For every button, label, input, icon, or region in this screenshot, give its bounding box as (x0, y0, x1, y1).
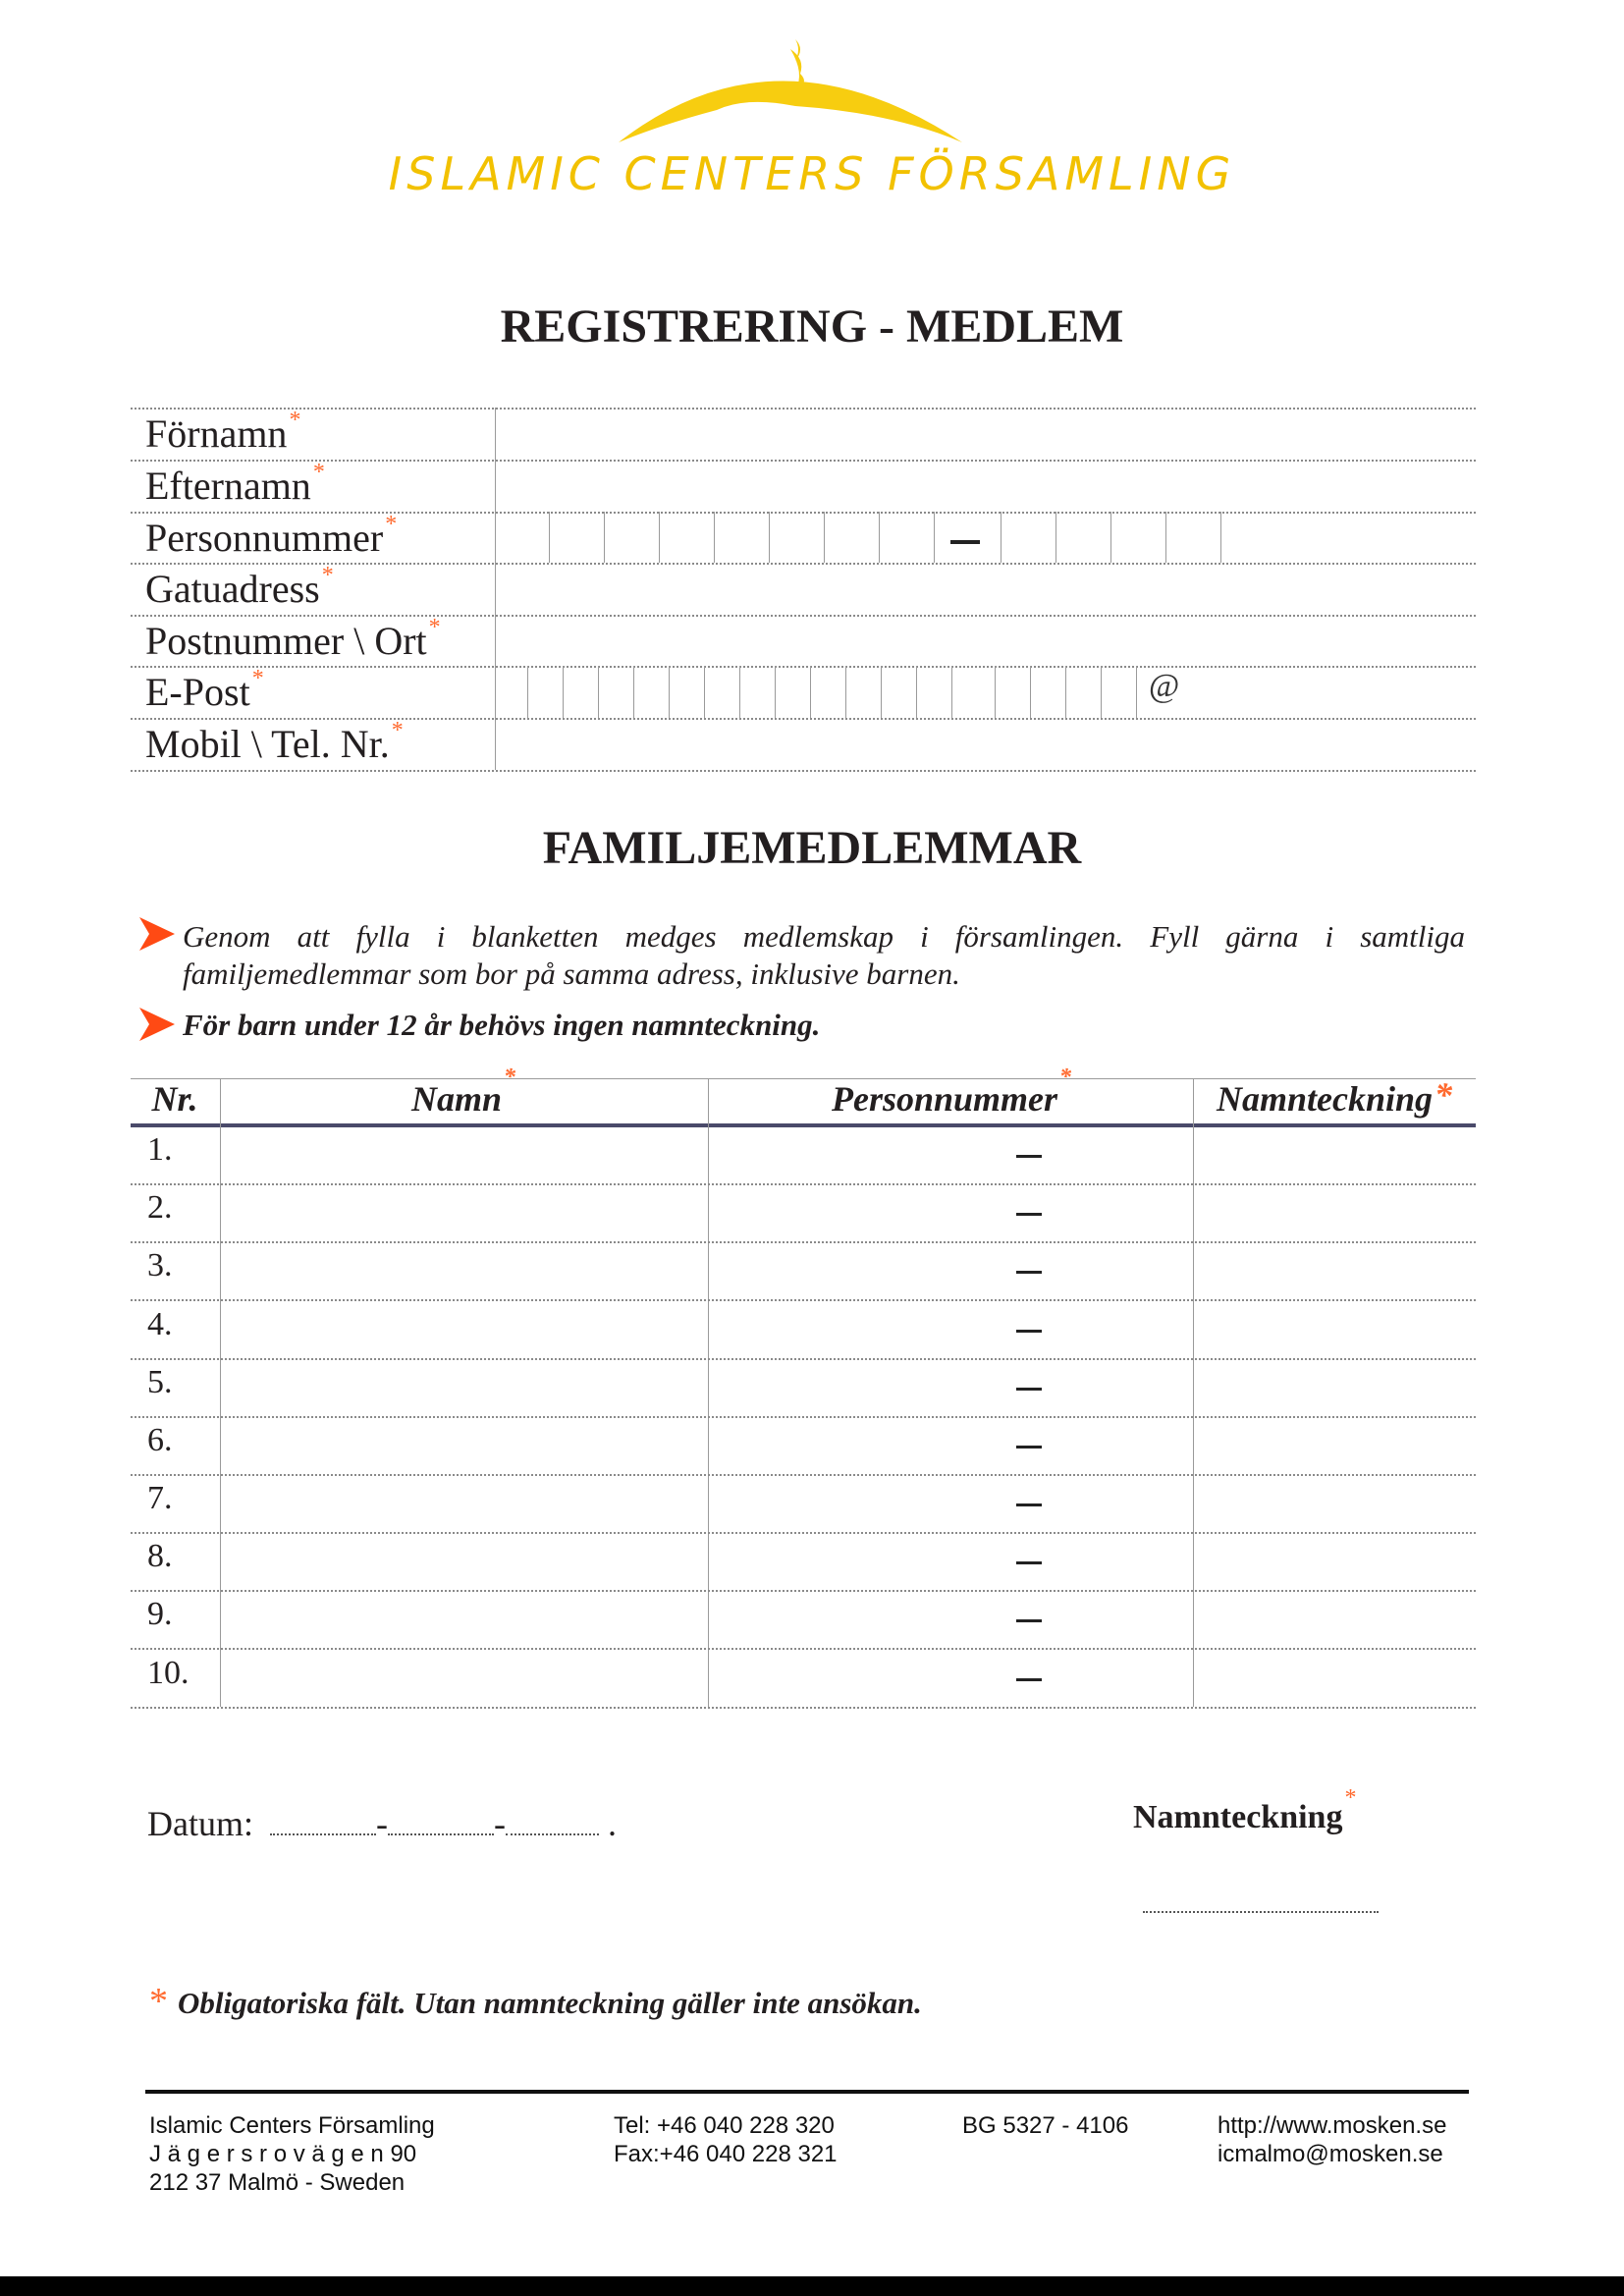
table-row-number: 6. (147, 1422, 173, 1458)
table-row-number: 3. (147, 1247, 173, 1284)
dash-icon (1016, 1330, 1042, 1333)
footer-web: http://www.mosken.se icmalmo@mosken.se (1218, 2112, 1447, 2167)
required-star: * (251, 666, 264, 691)
family-personnummer-input[interactable] (710, 1127, 1192, 1182)
family-signature-field[interactable] (1195, 1127, 1475, 1182)
datum-field[interactable]: Datum: - - . (147, 1804, 617, 1843)
family-section-title: FAMILJEMEDLEMMAR (542, 822, 1082, 874)
col-header-namnteckning: Namnteckning* (1216, 1075, 1453, 1119)
table-row-number: 1. (147, 1131, 173, 1168)
note-children: För barn under 12 år behövs ingen namnteckning. (183, 1008, 821, 1042)
footer-address: Islamic Centers Församling J ä g e r s r o v ä g e n 90 212 37 Malmö - Sweden (149, 2112, 435, 2196)
dash-icon (1016, 1678, 1042, 1681)
required-star: * (149, 1981, 168, 2022)
table-row-number: 10. (147, 1655, 189, 1691)
dash-icon (1016, 1503, 1042, 1506)
footer-divider (145, 2090, 1469, 2094)
efternamn-input[interactable] (499, 463, 1471, 510)
required-star: * (391, 718, 404, 743)
scan-edge (0, 2276, 1624, 2296)
required-star: * (1344, 1785, 1357, 1811)
field-label: Postnummer \ Ort (145, 619, 427, 663)
table-row-number: 8. (147, 1538, 173, 1574)
gatuadress-input[interactable] (499, 566, 1471, 613)
table-row-number: 2. (147, 1189, 173, 1226)
dash-icon (1016, 1446, 1042, 1449)
field-label: Personnummer (145, 516, 384, 560)
field-label: Mobil \ Tel. Nr. (145, 722, 390, 766)
table-row-number: 5. (147, 1364, 173, 1400)
family-name-input[interactable] (222, 1127, 706, 1182)
required-star: * (504, 1065, 516, 1090)
page-title: REGISTRERING - MEDLEM (500, 301, 1124, 353)
dash-icon (950, 540, 980, 544)
obligatory-note: * Obligatoriska fält. Utan namnteckning gäller inte ansökan. (149, 1981, 922, 2022)
field-fornamn (145, 410, 300, 458)
logo-dome-icon (599, 29, 972, 157)
arrow-icon (139, 917, 175, 951)
dash-icon (1016, 1213, 1042, 1216)
col-header-nr: Nr. (151, 1079, 198, 1119)
field-postnummer-ort (145, 615, 441, 665)
required-star: * (312, 460, 325, 485)
arrow-icon (139, 1008, 175, 1041)
field-epost (145, 666, 264, 716)
mobil-input[interactable] (499, 721, 1471, 768)
dash-icon (1016, 1388, 1042, 1391)
signature-label: Namnteckning* (1133, 1785, 1357, 1835)
footer-phone: Tel: +46 040 228 320 Fax:+46 040 228 321 (614, 2112, 838, 2167)
col-header-namn: Namn* (410, 1065, 516, 1119)
postnummer-ort-input[interactable] (499, 618, 1471, 665)
field-label: E-Post (145, 670, 250, 714)
required-star: * (1059, 1065, 1072, 1090)
field-efternamn (145, 460, 325, 510)
field-label: Förnamn (145, 411, 288, 456)
table-row-number: 9. (147, 1596, 173, 1632)
table-row-number: 4. (147, 1306, 173, 1342)
at-symbol: @ (1149, 668, 1180, 704)
epost-input[interactable] (499, 669, 1471, 716)
field-gatuadress (145, 563, 334, 613)
required-star: * (289, 408, 301, 433)
required-star: * (428, 615, 441, 640)
field-personnummer (145, 512, 398, 562)
table-row-number: 7. (147, 1480, 173, 1516)
fornamn-input[interactable] (499, 410, 1471, 458)
personnummer-input[interactable] (499, 515, 1221, 562)
signature-line[interactable] (1143, 1911, 1379, 1913)
required-star: * (385, 512, 398, 537)
required-star: * (1435, 1075, 1453, 1115)
datum-label: Datum: (147, 1804, 253, 1843)
dash-icon (1016, 1561, 1042, 1564)
col-header-personnummer: Personnummer* (831, 1065, 1072, 1119)
required-star: * (321, 563, 334, 588)
logo-text: ISLAMIC CENTERS FÖRSAMLING (388, 147, 1236, 200)
field-mobil (145, 718, 404, 768)
note-membership: Genom att fylla i blanketten medges medlemskap i församlingen. Fyll gärna i samtliga familjemedlemmar som bor på samma adress, inklusive barnen. (183, 919, 1465, 991)
dash-icon (1016, 1271, 1042, 1274)
field-label: Efternamn (145, 464, 311, 508)
field-label: Gatuadress (145, 567, 320, 611)
dash-icon (1016, 1619, 1042, 1622)
footer-bankgiro: BG 5327 - 4106 (962, 2112, 1129, 2139)
